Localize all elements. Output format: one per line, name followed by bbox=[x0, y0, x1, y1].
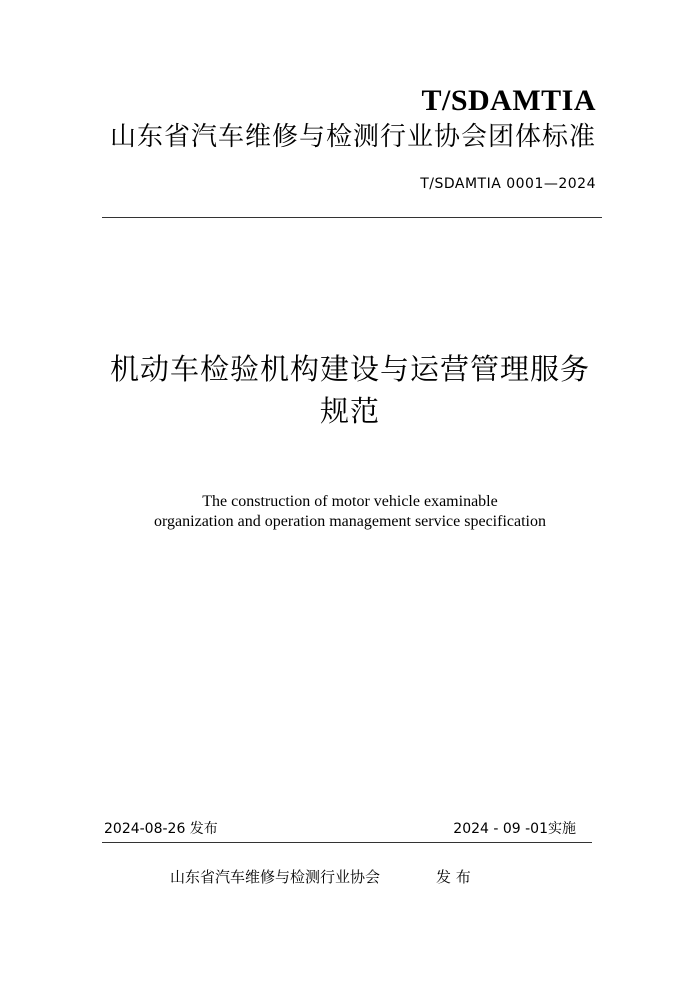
standard-abbreviation: T/SDAMTIA bbox=[421, 84, 596, 117]
document-title-english-line-2: organization and operation management service specification bbox=[154, 513, 546, 530]
publish-label: 发 布 bbox=[436, 868, 471, 886]
top-divider bbox=[102, 217, 602, 218]
document-title-chinese-line-1: 机动车检验机构建设与运营管理服务 bbox=[109, 352, 590, 386]
implementation-date: 2024 - 09 -01实施 bbox=[453, 821, 576, 837]
bottom-divider bbox=[102, 842, 592, 843]
association-standard-title: 山东省汽车维修与检测行业协会团体标准 bbox=[109, 122, 596, 152]
document-title-english-line-1: The construction of motor vehicle examinable bbox=[202, 493, 498, 510]
issue-date: 2024-08-26 发布 bbox=[104, 821, 218, 837]
document-title-chinese-line-2: 规范 bbox=[319, 394, 380, 428]
standard-number: T/SDAMTIA 0001—2024 bbox=[420, 176, 596, 192]
issuing-organization: 山东省汽车维修与检测行业协会 bbox=[170, 868, 381, 886]
